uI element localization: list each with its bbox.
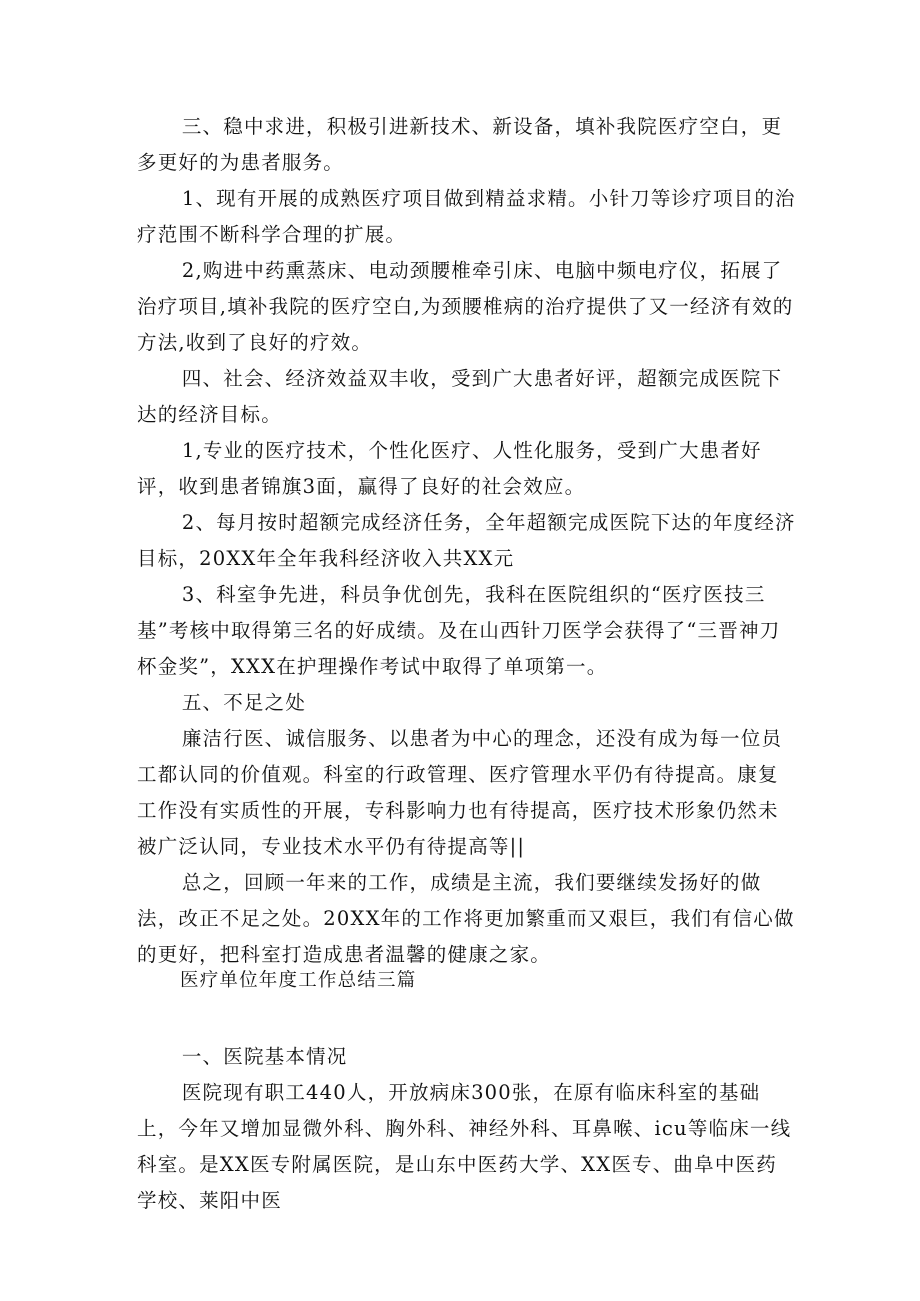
document-title: 医疗单位年度工作总结三篇 [180, 970, 417, 991]
section-3-item-2: 2,购进中药熏蒸床、电动颈腰椎牵引床、电脑中频电疗仪，拓展了治疗项目,填补我院的医疗空白,为颈腰椎病的治疗提供了又一经济有效的方法,收到了良好的疗效。 [137, 259, 794, 354]
section-3-heading: 三、稳中求进，积极引进新技术、新设备，填补我院医疗空白，更多更好的为患者服务。 [137, 115, 783, 174]
hospital-basic-body: 医院现有职工440人，开放病床300张，在原有临床科室的基础上，今年又增加显微外科、胸外科、神经外科、耳鼻喉、icu等临床一线科室。是XX医专附属医院，是山东中医药大学、XX医专、曲阜中医药学校、莱阳中医 [137, 1081, 792, 1212]
section-4-item-3: 3、科室争先进，科员争优创先，我科在医院组织的“医疗医技三基”考核中取得第三名的好成绩。及在山西针刀医学会获得了“三晋神刀杯金奖”，XXX在护理操作考试中取得了单项第一。 [137, 583, 781, 678]
document-body-bottom [137, 1039, 797, 1219]
summary-paragraph: 总之，回顾一年来的工作，成绩是主流，我们要继续发扬好的做法，改正不足之处。20XX年的工作将更加繁重而又艰巨，我们有信心做的更好，把科室打造成患者温馨的健康之家。 [137, 871, 795, 966]
document-body-top [137, 109, 797, 973]
section-4-heading: 四、社会、经济效益双丰收，受到广大患者好评，超额完成医院下达的经济目标。 [137, 367, 783, 426]
hospital-basic-heading: 一、医院基本情况 [181, 1045, 348, 1068]
section-4-item-2: 2、每月按时超额完成经济任务，全年超额完成医院下达的年度经济目标，20XX年全年我科经济收入共XX元 [137, 511, 796, 570]
section-4-item-1: 1,专业的医疗技术，个性化医疗、人性化服务，受到广大患者好评，收到患者锦旗3面，赢得了良好的社会效应。 [137, 439, 762, 498]
section-3-item-1: 1、现有开展的成熟医疗项目做到精益求精。小针刀等诊疗项目的治疗范围不断科学合理的扩展。 [137, 187, 796, 246]
section-5-body: 廉洁行医、诚信服务、以患者为中心的理念，还没有成为每一位员工都认同的价值观。科室的行政管理、医疗管理水平仍有待提高。康复工作没有实质性的开展，专科影响力也有待提高，医疗技术形象仍然未被广泛认同，专业技术水平仍有待提高等|| [137, 727, 783, 858]
section-5-heading: 五、不足之处 [181, 691, 307, 714]
